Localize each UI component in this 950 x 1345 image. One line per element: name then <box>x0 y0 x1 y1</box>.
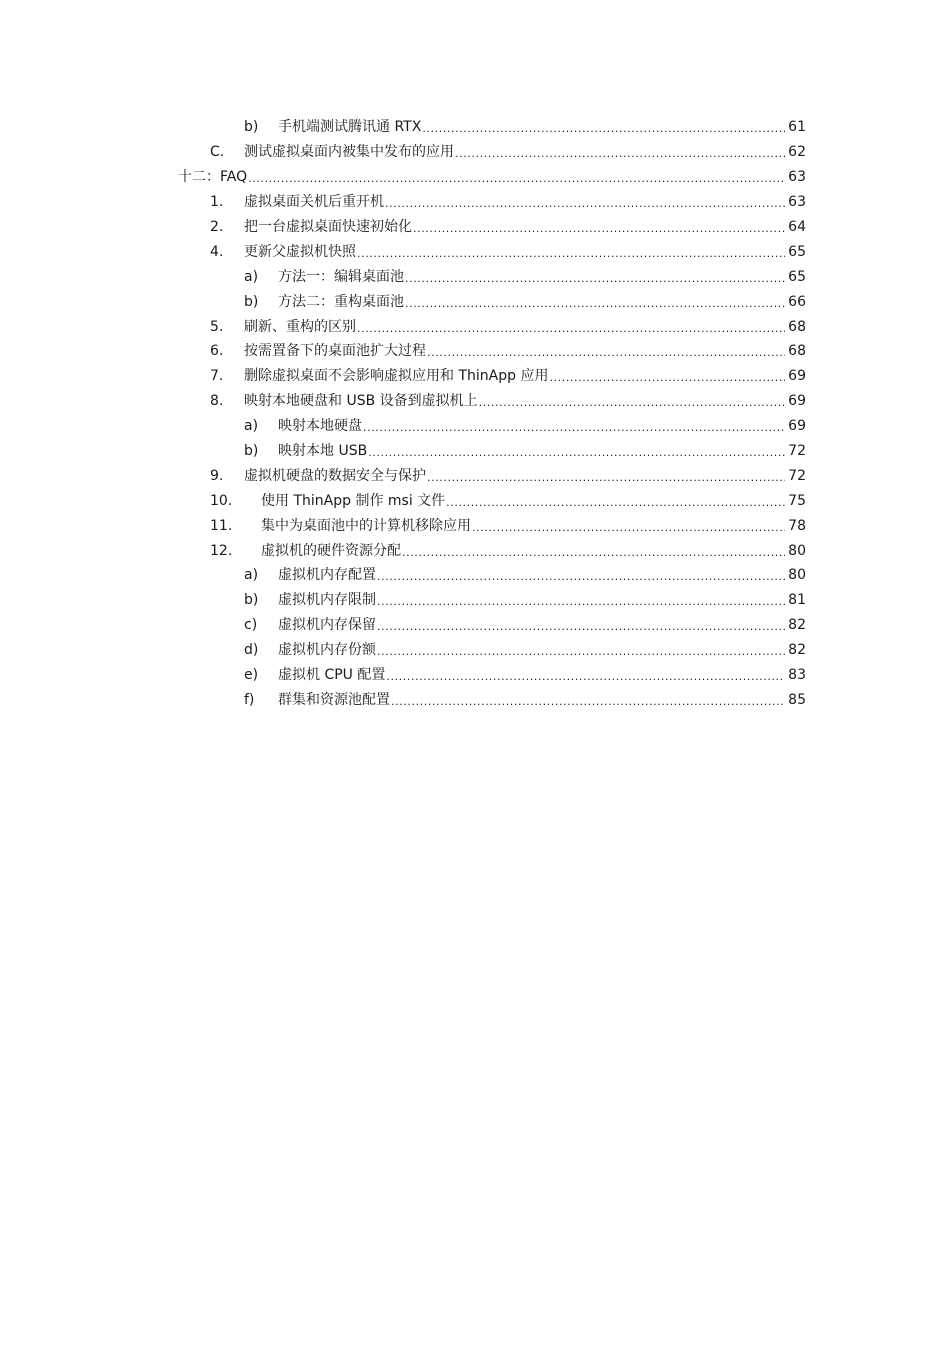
toc-entry-number: d) <box>244 642 259 659</box>
toc-entry[interactable] <box>0 264 950 289</box>
toc-entry[interactable] <box>0 314 950 339</box>
toc-dot-leader <box>377 595 785 609</box>
toc-entry[interactable] <box>0 488 950 513</box>
toc-entry-number: 11. <box>210 517 233 534</box>
toc-entry-number: e) <box>244 667 259 684</box>
toc-dot-leader <box>413 222 785 236</box>
toc-entry-page: 69 <box>788 418 806 435</box>
toc-entry-title: 使用 ThinApp 制作 msi 文件 <box>261 492 446 509</box>
toc-dot-leader <box>422 122 785 136</box>
toc-entry-title: 测试虚拟桌面内被集中发布的应用 <box>244 144 454 161</box>
toc-entry-title: 虚拟机内存保留 <box>278 617 376 634</box>
toc-entry-number: f) <box>244 691 255 708</box>
toc-entry-number: a) <box>244 268 259 285</box>
toc-entry[interactable] <box>0 414 950 439</box>
toc-entry-page: 85 <box>788 691 806 708</box>
toc-dot-leader <box>391 695 785 709</box>
toc-entry-page: 62 <box>788 144 806 161</box>
toc-entry-title: 方法一：编辑桌面池 <box>278 268 404 285</box>
toc-dot-leader <box>427 471 785 485</box>
toc-entry-title: 更新父虚拟机快照 <box>244 243 356 260</box>
toc-entry[interactable] <box>0 339 950 364</box>
toc-entry[interactable] <box>0 663 950 688</box>
toc-dot-leader <box>385 197 785 211</box>
toc-entry-title: 映射本地硬盘和 USB 设备到虚拟机上 <box>244 393 478 410</box>
toc-dot-leader <box>357 247 785 261</box>
toc-entry-number: b) <box>244 293 259 310</box>
toc-entry[interactable] <box>0 364 950 389</box>
toc-entry-number: 7. <box>210 368 224 385</box>
toc-entry-page: 63 <box>788 194 806 211</box>
toc-entry-number: 10. <box>210 492 233 509</box>
toc-entry-title: 虚拟机 CPU 配置 <box>278 667 386 684</box>
toc-entry-page: 61 <box>788 119 806 136</box>
toc-entry[interactable] <box>0 638 950 663</box>
toc-dot-leader <box>363 421 785 435</box>
toc-entry-page: 72 <box>788 443 806 460</box>
toc-entry[interactable] <box>0 563 950 588</box>
toc-entry-number: 6. <box>210 343 224 360</box>
toc-entry-page: 68 <box>788 343 806 360</box>
toc-entry-page: 82 <box>788 617 806 634</box>
toc-entry-page: 81 <box>788 592 806 609</box>
toc-entry-page: 65 <box>788 243 806 260</box>
toc-entry[interactable] <box>0 538 950 563</box>
toc-entry[interactable] <box>0 513 950 538</box>
toc-entry-title: 虚拟机内存限制 <box>278 592 376 609</box>
table-of-contents <box>0 115 950 712</box>
toc-dot-leader <box>427 346 785 360</box>
toc-entry-title: 集中为桌面池中的计算机移除应用 <box>261 517 471 534</box>
toc-entry-number: 5. <box>210 318 224 335</box>
toc-entry-page: 75 <box>788 492 806 509</box>
toc-entry-number: 8. <box>210 393 224 410</box>
toc-entry-title: 删除虚拟桌面不会影响虚拟应用和 ThinApp 应用 <box>244 368 549 385</box>
toc-entry-page: 78 <box>788 517 806 534</box>
toc-entry-title: 手机端测试腾讯通 RTX <box>278 119 422 136</box>
toc-entry[interactable] <box>0 463 950 488</box>
toc-entry-page: 69 <box>788 393 806 410</box>
toc-entry-title: 虚拟机硬盘的数据安全与保护 <box>244 467 426 484</box>
toc-dot-leader <box>472 521 785 535</box>
toc-dot-leader <box>377 570 785 584</box>
toc-entry[interactable] <box>0 687 950 712</box>
toc-entry[interactable] <box>0 389 950 414</box>
toc-entry-number: 9. <box>210 467 224 484</box>
toc-entry-number: b) <box>244 119 259 136</box>
toc-entry[interactable] <box>0 215 950 240</box>
toc-entry-title: FAQ <box>220 169 248 186</box>
toc-entry-number: 十二： <box>178 169 220 186</box>
toc-entry[interactable] <box>0 289 950 314</box>
toc-entry-page: 66 <box>788 293 806 310</box>
toc-entry-page: 64 <box>788 219 806 235</box>
toc-entry-number: C. <box>210 144 225 161</box>
toc-entry-page: 63 <box>788 169 806 186</box>
toc-dot-leader <box>405 297 785 311</box>
toc-entry-number: b) <box>244 592 259 609</box>
toc-entry-number: 2. <box>210 219 224 235</box>
toc-entry-number: a) <box>244 418 259 435</box>
toc-entry-title: 方法二：重构桌面池 <box>278 293 404 310</box>
toc-entry[interactable] <box>0 115 950 140</box>
toc-entry-page: 82 <box>788 642 806 659</box>
toc-dot-leader <box>402 546 785 560</box>
toc-dot-leader <box>386 670 785 684</box>
toc-entry-title: 映射本地 USB <box>278 443 368 460</box>
toc-entry-page: 68 <box>788 318 806 335</box>
toc-entry-page: 65 <box>788 268 806 285</box>
toc-entry-title: 刷新、重构的区别 <box>244 318 356 335</box>
toc-dot-leader <box>357 322 785 336</box>
toc-entry-page: 80 <box>788 542 806 559</box>
toc-entry-title: 按需置备下的桌面池扩大过程 <box>244 343 426 360</box>
toc-dot-leader <box>455 147 785 161</box>
toc-dot-leader <box>248 172 785 186</box>
toc-entry-number: a) <box>244 567 259 584</box>
toc-dot-leader <box>368 446 785 460</box>
toc-entry-number: 4. <box>210 243 224 260</box>
toc-entry[interactable] <box>0 239 950 264</box>
toc-entry-title: 虚拟机内存份额 <box>278 642 376 659</box>
toc-dot-leader <box>549 371 785 385</box>
toc-entry[interactable] <box>0 140 950 165</box>
toc-entry-number: 1. <box>210 194 224 211</box>
toc-dot-leader <box>377 620 785 634</box>
toc-entry-page: 69 <box>788 368 806 385</box>
toc-entry-number: 12. <box>210 542 233 559</box>
toc-entry-number: c) <box>244 617 258 634</box>
toc-dot-leader <box>479 396 785 410</box>
toc-entry-page: 83 <box>788 667 806 684</box>
toc-entry-title: 虚拟机的硬件资源分配 <box>261 542 401 559</box>
toc-dot-leader <box>377 645 785 659</box>
toc-entry-title: 虚拟桌面关机后重开机 <box>244 194 384 211</box>
toc-entry-page: 72 <box>788 467 806 484</box>
toc-entry-title: 映射本地硬盘 <box>278 418 362 435</box>
toc-entry-title: 虚拟机内存配置 <box>278 567 376 584</box>
toc-dot-leader <box>446 496 785 510</box>
toc-entry[interactable] <box>0 439 950 464</box>
toc-entry[interactable] <box>0 613 950 638</box>
toc-entry[interactable] <box>0 165 950 190</box>
toc-entry[interactable] <box>0 588 950 613</box>
toc-entry-title: 群集和资源池配置 <box>278 691 390 708</box>
toc-entry[interactable] <box>0 190 950 215</box>
toc-entry-number: b) <box>244 443 259 460</box>
toc-entry-page: 80 <box>788 567 806 584</box>
toc-dot-leader <box>405 272 785 286</box>
toc-entry-title: 把一台虚拟桌面快速初始化 <box>244 219 412 235</box>
